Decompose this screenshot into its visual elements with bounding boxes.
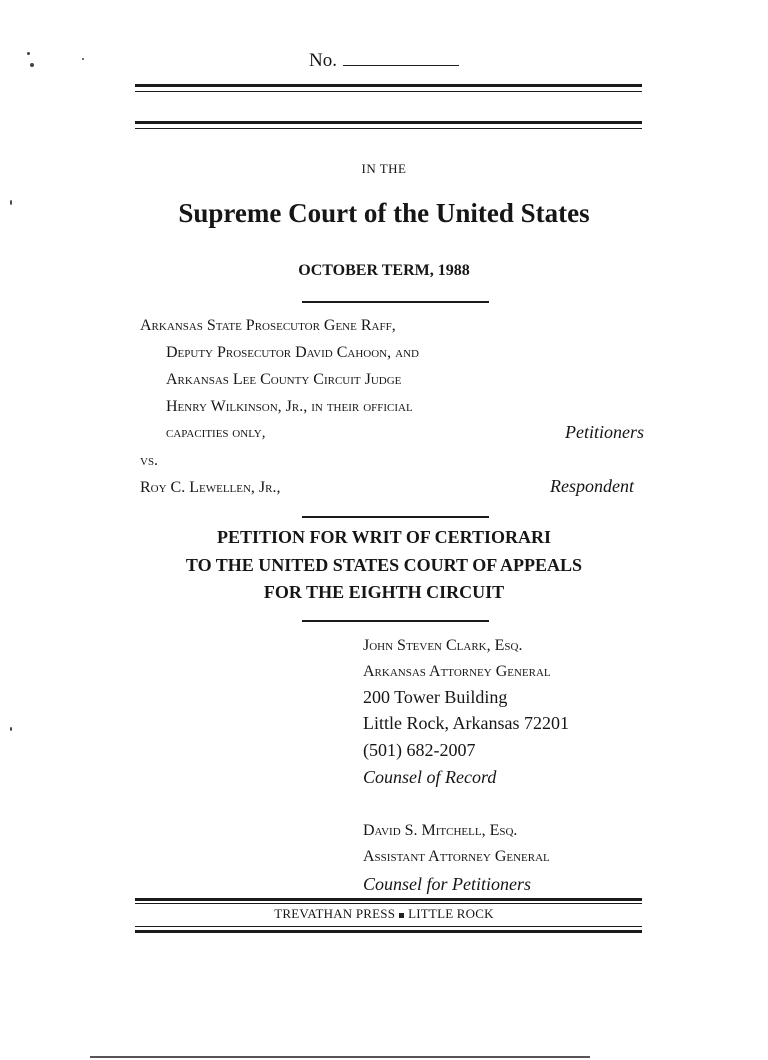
docket-number-label: No. [309,50,337,71]
docket-number-blank [343,49,459,66]
petitioner-line-2: Deputy Prosecutor David Cahoon, and [166,344,419,361]
petition-line-1: PETITION FOR WRIT OF CERTIORARI [216,527,552,547]
petitioner-line-4: Henry Wilkinson, Jr., in their official [166,398,413,415]
printer-city: LITTLE ROCK [408,906,494,921]
printer-name: TREVATHAN PRESS [274,906,396,921]
counsel-primary-phone: (501) 682-2007 [363,740,476,760]
scan-speck [10,727,12,731]
counsel-secondary-title: Assistant Attorney General [363,848,550,865]
respondent-name: Roy C. Lewellen, Jr., [140,479,281,496]
versus-label: vs. [140,452,159,469]
counsel-primary-address2: Little Rock, Arkansas 72201 [363,713,569,733]
petitioners-role: Petitioners [565,422,644,442]
petition-line-2: TO THE UNITED STATES COURT OF APPEALS [185,555,583,575]
respondent-role: Respondent [550,476,634,496]
petitioner-line-1: Arkansas State Prosecutor Gene Raff, [140,317,396,334]
petition-underline [302,620,489,622]
court-name: Supreme Court of the United States [178,198,590,228]
second-rule-thin [135,128,642,129]
parties-underline [302,516,489,518]
counsel-primary-name: John Steven Clark, Esq. [363,637,523,654]
bottom-rule-thick [135,898,642,901]
petition-line-3: FOR THE EIGHTH CIRCUIT [263,582,505,602]
petitioner-line-3: Arkansas Lee County Circuit Judge [166,371,402,388]
scan-edge [90,1056,590,1058]
in-the-label: IN THE [361,161,407,176]
second-rule-thick [135,121,642,124]
court-term: OCTOBER TERM, 1988 [298,262,470,279]
petitioner-line-5: capacities only, [166,425,266,441]
counsel-secondary-role: Counsel for Petitioners [363,874,531,894]
bullet-icon [399,913,404,918]
top-rule-thick [135,84,642,87]
footer-rule-thick [135,930,642,933]
counsel-primary-title: Arkansas Attorney General [363,663,551,680]
printer-line [0,906,768,922]
footer-rule-thin [135,926,642,927]
term-underline [302,301,489,303]
counsel-primary-address1: 200 Tower Building [363,687,508,707]
counsel-secondary-name: David S. Mitchell, Esq. [363,822,518,839]
counsel-primary-role: Counsel of Record [363,767,497,787]
top-rule-thin [135,91,642,92]
bottom-rule-thin [135,903,642,904]
docket-number-line [0,49,768,72]
